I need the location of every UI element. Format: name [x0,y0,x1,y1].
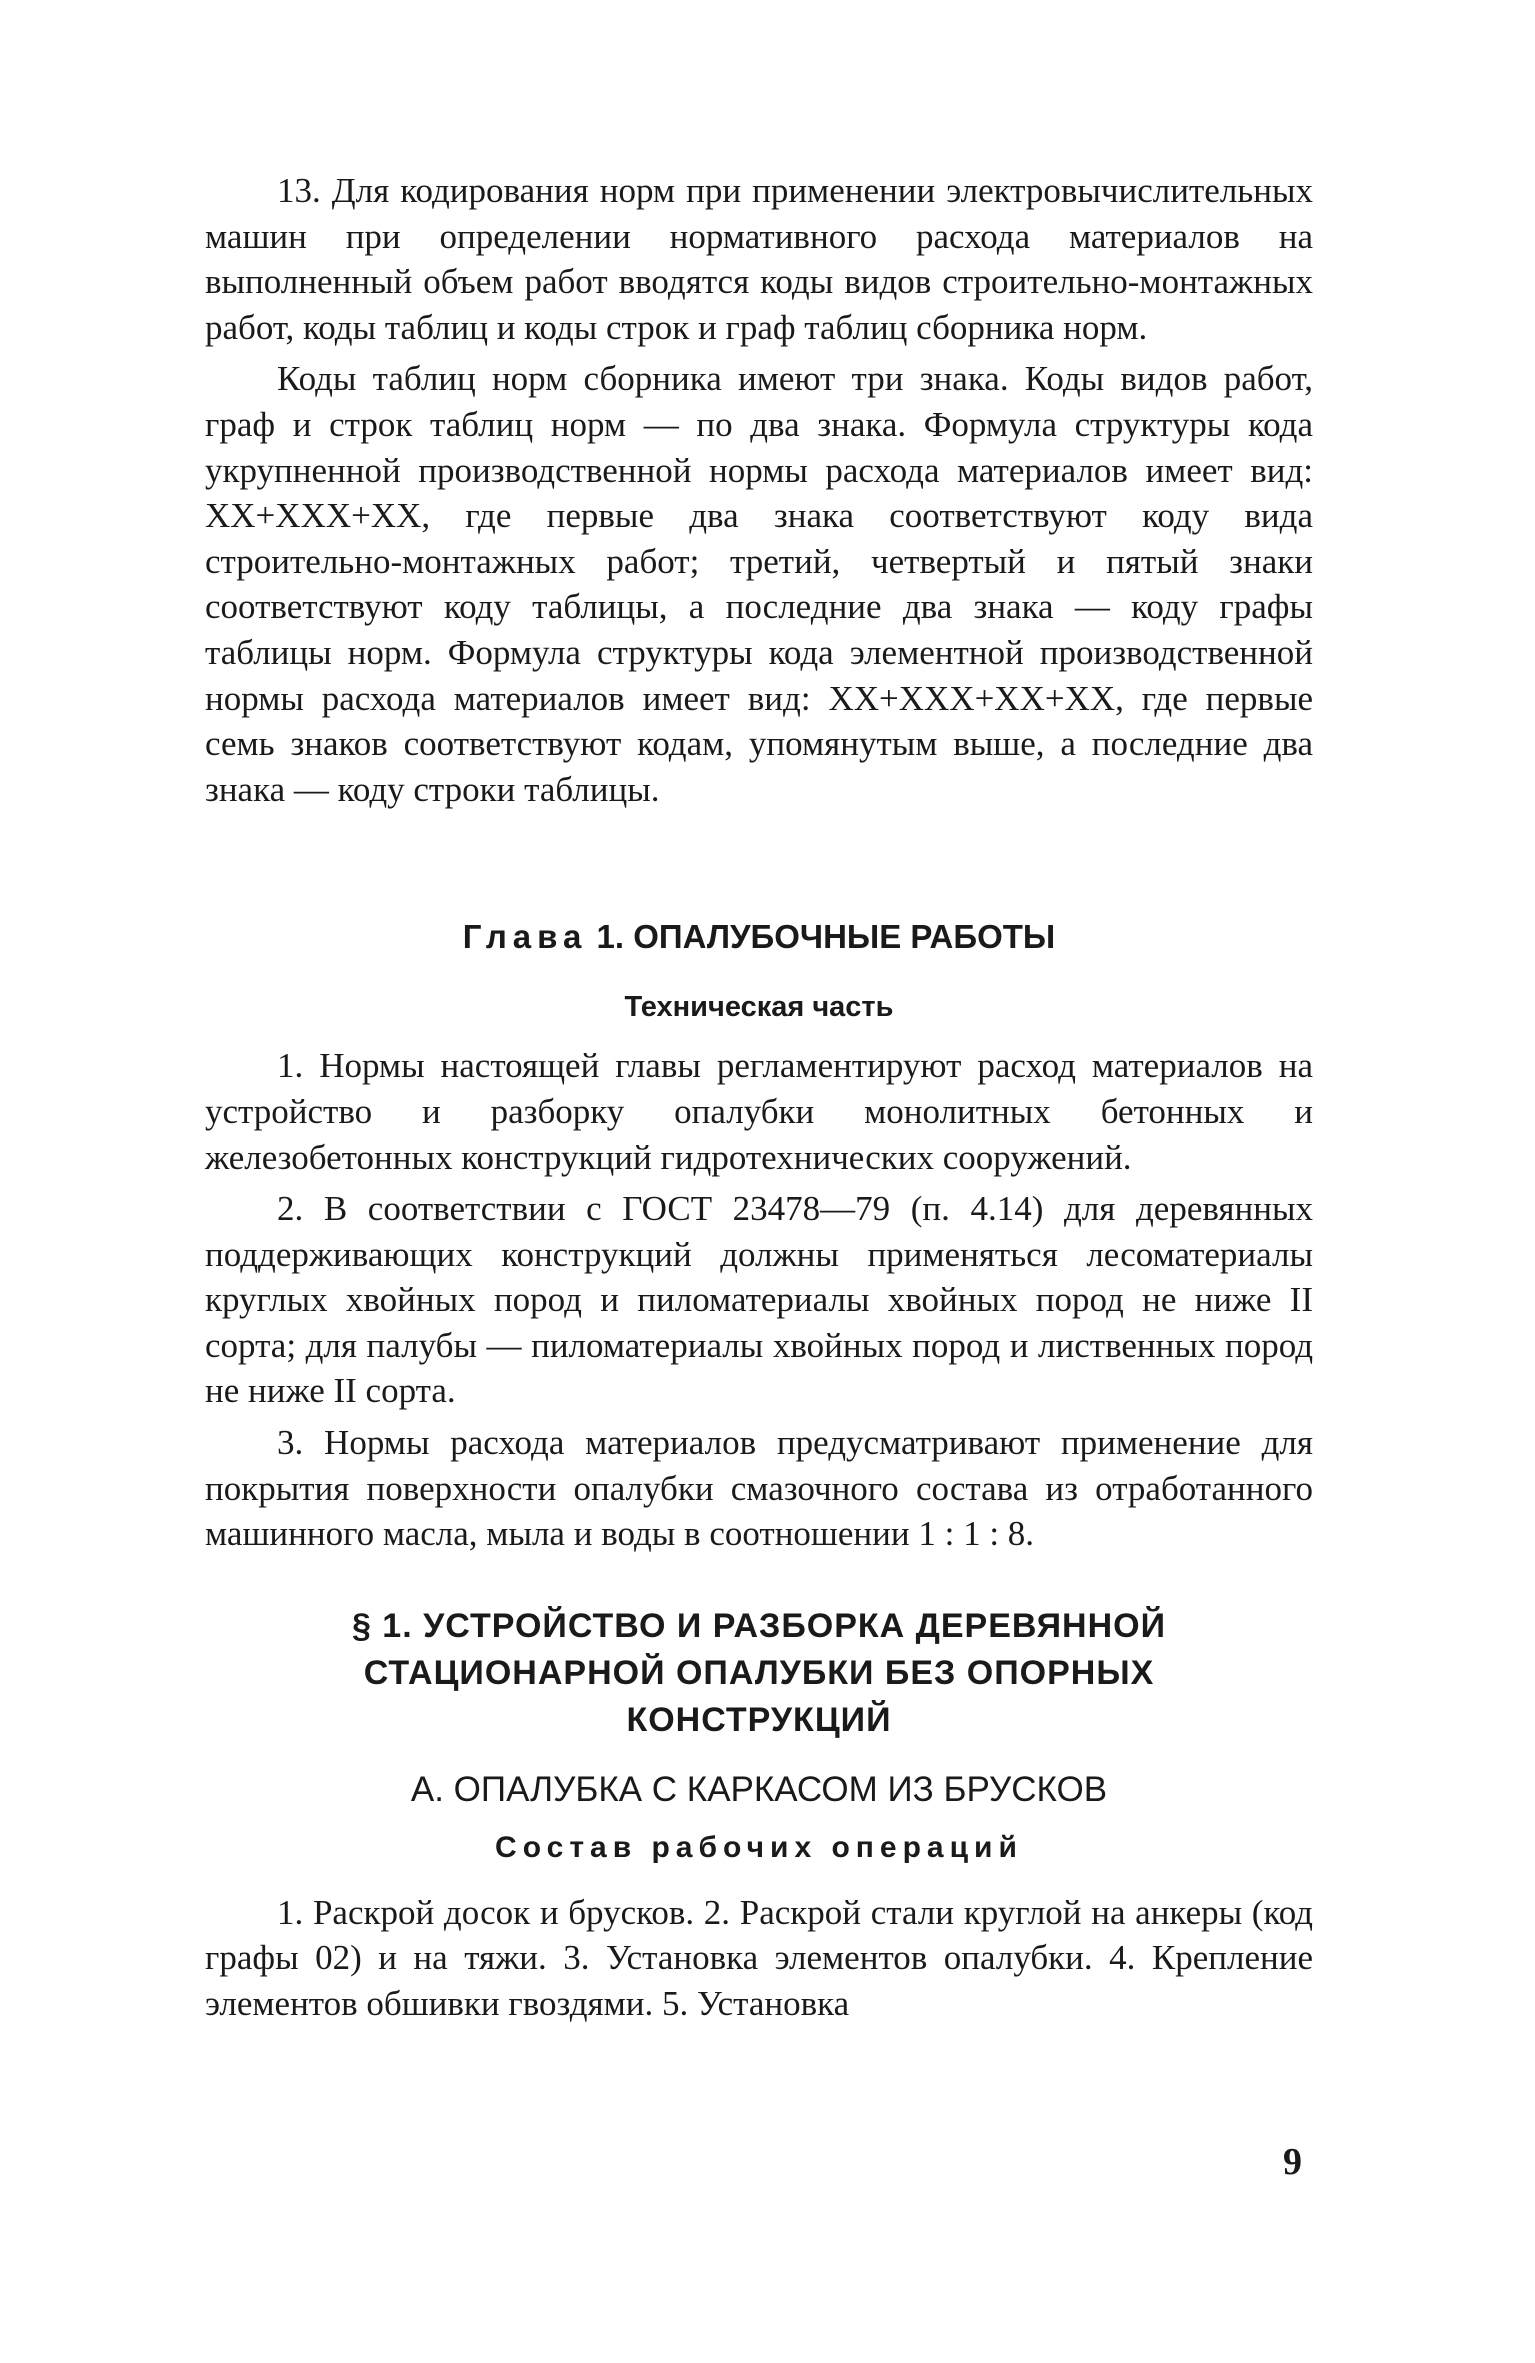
technical-part-heading: Техническая часть [624,991,894,1024]
chapter-heading [205,917,1313,957]
operations-heading: Состав рабочих операций [495,1830,1023,1864]
subsection-a-title: А. ОПАЛУБКА С КАРКАСОМ ИЗ БРУСКОВ [410,1769,1108,1809]
page-number: 9 [1283,2141,1302,2183]
operations-paragraph: 1. Раскрой досок и брусков. 2. Раскрой стали круглой на анкеры (код графы 02) и на тяжи. 3. Установка элементов опалубки. 4. Крепление элементов обшивки гвоздями. 5. Установка [205,1892,1313,2024]
page-content [205,168,1313,2027]
section-title-line-1: § 1. УСТРОЙСТВО И РАЗБОРКА ДЕРЕВЯННОЙ [351,1606,1167,1645]
technical-paragraph-2: 2. В соответствии с ГОСТ 23478—79 (п. 4.14) для деревянных поддерживающих конструкций должны применяться лесоматериалы круглых хвойных пород и пиломатериалы хвойных пород не ниже II сорта; для палубы — пиломатериалы хвойных пород и лиственных пород не ниже II сорта. [205,1189,1313,1411]
section-title-line-3: КОНСТРУКЦИЙ [626,1700,892,1739]
chapter-title: 1. ОПАЛУБОЧНЫЕ РАБОТЫ [596,918,1056,956]
technical-paragraph-3: 3. Нормы расхода материалов предусматривают применение для покрытия поверхности опалубки смазочного состава из отработанного машинного масла, мыла и воды в соотношении 1 : 1 : 8. [205,1423,1313,1554]
chapter-label: Глава [462,918,588,956]
section-title-line-2: СТАЦИОНАРНОЙ ОПАЛУБКИ БЕЗ ОПОРНЫХ [363,1653,1155,1692]
section-1-title [205,1603,1313,1744]
technical-paragraph-1: 1. Нормы настоящей главы регламентируют расход материалов на устройство и разборку опалубки монолитных бетонных и железобетонных конструкций гидротехнических сооружений. [205,1046,1313,1177]
paragraph-13: 13. Для кодирования норм при применении электровычислительных машин при определении нормативного расхода материалов на выполненный объем работ вводятся коды видов строительно-монтажных работ, коды таблиц и коды строк и граф таблиц сборника норм. [205,171,1313,347]
paragraph-13-codes: Коды таблиц норм сборника имеют три знака. Коды видов работ, граф и строк таблиц норм — по два знака. Формула структуры кода укрупненной производственной нормы расхода материалов имеет вид: XX+XXX+XX, где первые два знака соответствуют коду вида строительно-монтажных работ; третий, четвертый и пятый знаки соответствуют коду таблицы, а последние два знака — коду графы таблицы норм. Формула структуры кода элементной производственной нормы расхода материалов имеет вид: XX+XXX+XX+XX, где первые семь знаков соответствуют кодам, упомянутым выше, а последние два знака — коду строки таблицы. [205,359,1313,809]
